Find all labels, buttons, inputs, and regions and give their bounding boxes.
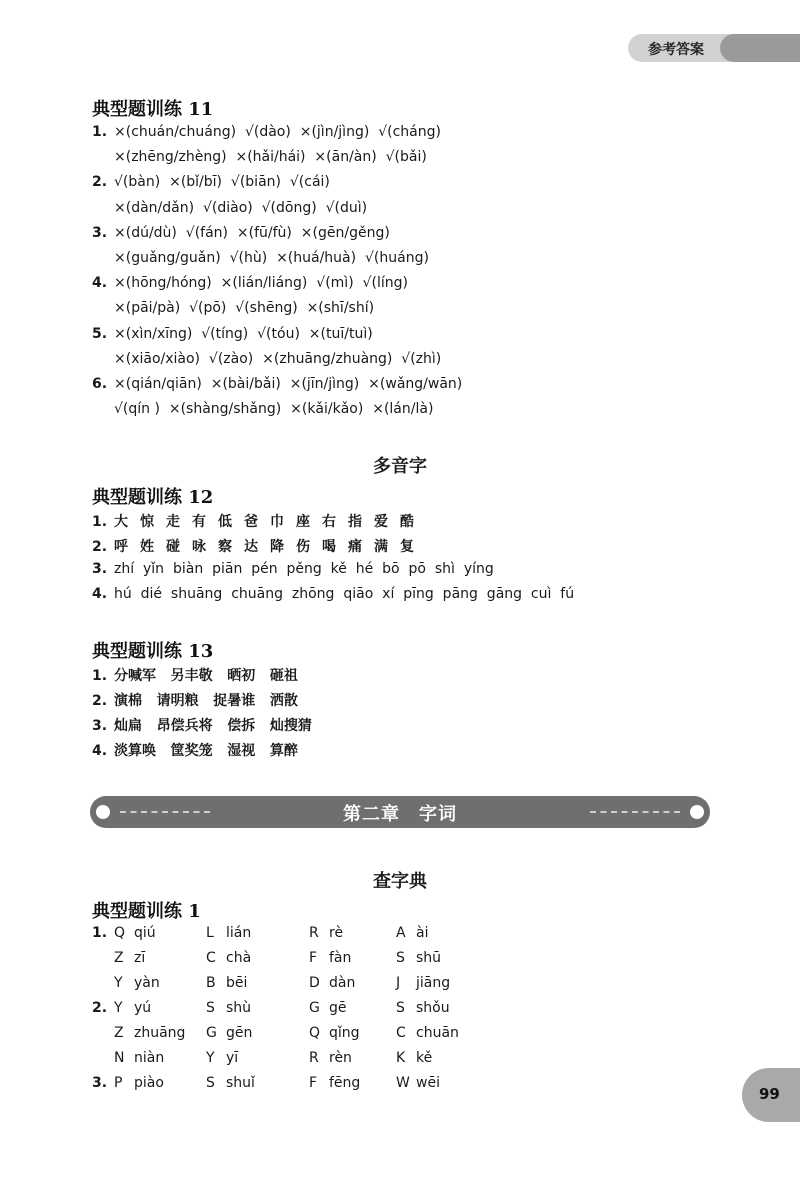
initial-letter: Q	[114, 925, 126, 941]
answer-line-11-3	[92, 174, 330, 190]
char-cell: 喝	[322, 539, 336, 555]
pinyin: chà	[226, 950, 252, 966]
answer-line-11-2	[92, 149, 427, 165]
answer-text: √(bàn) ×(bǐ/bī) √(biān) √(cái)	[114, 174, 330, 191]
page-number-tab	[742, 1068, 800, 1122]
initial-letter: P	[114, 1075, 123, 1091]
answer-line-11-5	[92, 225, 390, 241]
answer-line-12-2	[92, 536, 426, 556]
char-row-2	[114, 539, 426, 555]
answer-text: ×(xiāo/xiào) √(zào) ×(zhuāng/zhuàng) √(zhì)	[114, 350, 442, 367]
answer-line-13-4	[92, 740, 298, 760]
banner-right-dash	[590, 811, 680, 813]
answer-line-11-8	[92, 300, 374, 316]
initial-letter: Y	[114, 1000, 123, 1016]
answer-line-11-9	[92, 326, 373, 342]
char-cell: 低	[218, 514, 232, 530]
answer-text: ×(zhēng/zhèng) ×(hǎi/hái) ×(ān/àn) √(bǎi)	[114, 149, 427, 166]
initial-letter: Q	[309, 1025, 321, 1041]
char-cell: 满	[374, 539, 388, 555]
initial-letter: Y	[206, 1050, 215, 1066]
initial-letter: A	[396, 925, 406, 941]
pinyin: shuǐ	[226, 1075, 255, 1091]
initial-letter: N	[114, 1050, 125, 1066]
pinyin: qǐng	[329, 1025, 360, 1041]
answer-text: 分喊军 另丰敬 晒初 砸祖	[114, 668, 298, 684]
initial-letter: W	[396, 1075, 410, 1091]
initial-letter: Z	[114, 950, 124, 966]
pinyin: fàn	[329, 950, 352, 966]
answer-line-13-2	[92, 690, 298, 710]
pinyin: zhuāng	[134, 1025, 186, 1041]
item-number: 2.	[92, 174, 108, 191]
initial-letter: L	[206, 925, 214, 941]
banner-right-dot	[690, 805, 704, 819]
item-number: 1.	[92, 925, 108, 941]
initial-letter: C	[396, 1025, 406, 1041]
char-cell: 惊	[140, 514, 154, 530]
char-cell: 呼	[114, 539, 128, 555]
char-cell: 碰	[166, 539, 180, 555]
item-number: 3.	[92, 224, 108, 241]
pinyin: chuān	[416, 1025, 459, 1041]
char-cell: 痛	[348, 539, 362, 555]
initial-letter: D	[309, 975, 320, 991]
answer-line-11-1	[92, 124, 441, 140]
char-cell: 达	[244, 539, 258, 555]
pinyin: shù	[226, 1000, 252, 1016]
section-title-13: 典型题训练 13	[92, 641, 214, 662]
answer-line-11-7	[92, 275, 408, 291]
answer-text: ×(xìn/xīng) √(tíng) √(tóu) ×(tuī/tuì)	[114, 325, 373, 342]
answer-line-12-4	[92, 586, 574, 602]
char-cell: 姓	[140, 539, 154, 555]
pinyin-row-3: zhí yǐn biàn piān pén pěng kě hé bō pō shì yíng	[114, 561, 494, 577]
char-cell: 酷	[400, 514, 414, 530]
initial-letter: C	[206, 950, 216, 966]
char-cell: 走	[166, 514, 180, 530]
pinyin: fēng	[329, 1075, 361, 1091]
answer-line-11-4	[92, 200, 367, 216]
initial-letter: G	[309, 1000, 320, 1016]
pinyin: zī	[134, 950, 146, 966]
page-number: 99	[759, 1085, 780, 1103]
initial-letter: R	[309, 1050, 319, 1066]
item-number: 3.	[92, 718, 108, 734]
item-number: 2.	[92, 693, 108, 709]
answer-line-11-10	[92, 351, 441, 367]
char-cell: 伤	[296, 539, 310, 555]
initial-letter: B	[206, 975, 216, 991]
item-number: 1.	[92, 124, 108, 140]
answer-line-11-6	[92, 250, 429, 266]
item-number: 2.	[92, 1000, 108, 1016]
answer-line-13-1	[92, 665, 298, 685]
section-title-11: 典型题训练 11	[92, 99, 214, 120]
item-number: 3.	[92, 1075, 108, 1091]
dictionary-title: 查字典	[373, 871, 427, 892]
pinyin: yú	[134, 1000, 152, 1016]
answer-line-12-3	[92, 561, 494, 577]
pinyin: lián	[226, 925, 252, 941]
pinyin: gē	[329, 1000, 347, 1016]
char-cell: 降	[270, 539, 284, 555]
initial-letter: S	[206, 1075, 215, 1091]
pinyin: ài	[416, 925, 429, 941]
answer-text: ×(chuán/chuáng) √(dào) ×(jìn/jìng) √(cháng)	[114, 124, 441, 140]
answer-text: ×(guǎng/guǎn) √(hù) ×(huá/huà) √(huáng)	[114, 250, 429, 266]
answer-text: ×(dú/dù) √(fán) ×(fū/fù) ×(gēn/gěng)	[114, 224, 390, 241]
answer-text: 淡算唤 筐奖笼 湿视 算醉	[114, 743, 298, 759]
header-tab	[628, 34, 800, 62]
char-cell: 有	[192, 514, 206, 530]
pinyin: yī	[226, 1050, 239, 1066]
char-cell: 爸	[244, 514, 258, 530]
item-number: 3.	[92, 561, 108, 577]
answer-line-12-1	[92, 511, 426, 531]
pinyin: rè	[329, 925, 344, 941]
item-number: 4.	[92, 275, 108, 292]
item-number: 1.	[92, 668, 108, 684]
polyphone-title: 多音字	[373, 456, 427, 477]
chapter-banner	[90, 796, 710, 828]
initial-letter: Z	[114, 1025, 124, 1041]
char-cell: 巾	[270, 514, 284, 530]
answer-text: ×(hōng/hóng) ×(lián/liáng) √(mì) √(líng)	[114, 275, 408, 292]
answer-text: 灿扁 昂偿兵将 偿拆 灿搜猜	[114, 718, 312, 734]
char-row-1	[114, 514, 426, 530]
answer-text: ×(dàn/dǎn) √(diào) √(dōng) √(duì)	[114, 199, 368, 216]
item-number: 1.	[92, 514, 108, 530]
item-number: 4.	[92, 586, 108, 602]
char-cell: 大	[114, 514, 128, 530]
char-cell: 右	[322, 514, 336, 530]
item-number: 2.	[92, 539, 108, 555]
pinyin: wēi	[416, 1075, 440, 1091]
pinyin: gēn	[226, 1025, 253, 1041]
char-cell: 复	[400, 539, 414, 555]
answer-line-11-11	[92, 376, 462, 392]
item-number: 6.	[92, 376, 108, 392]
pinyin: piào	[134, 1075, 164, 1091]
initial-letter: S	[396, 1000, 405, 1016]
char-cell: 察	[218, 539, 232, 555]
item-number: 4.	[92, 743, 108, 759]
answer-text: 演棉 请明粮 捉暑谁 洒散	[114, 693, 298, 709]
initial-letter: S	[396, 950, 405, 966]
pinyin: qiú	[134, 925, 156, 941]
answer-text: √(qín ) ×(shàng/shǎng) ×(kǎi/kǎo) ×(lán/là)	[114, 401, 434, 418]
initial-letter: J	[396, 975, 401, 991]
initial-letter: R	[309, 925, 319, 941]
section-title-12: 典型题训练 12	[92, 487, 214, 508]
pinyin: jiāng	[416, 975, 451, 991]
answer-text: ×(pāi/pà) √(pō) √(shēng) ×(shī/shí)	[114, 300, 375, 317]
initial-letter: S	[206, 1000, 215, 1016]
header-tab-label: 参考答案	[648, 42, 704, 58]
answer-text: ×(qián/qiān) ×(bài/bǎi) ×(jīn/jìng) ×(wǎng/wān)	[114, 376, 463, 392]
initial-letter: K	[396, 1050, 406, 1066]
pinyin: shǒu	[416, 1000, 450, 1016]
section-title-1: 典型题训练 1	[92, 901, 201, 922]
chapter-title: 第二章 字词	[343, 804, 457, 825]
initial-letter: F	[309, 1075, 318, 1091]
char-cell: 爱	[374, 514, 388, 530]
answer-line-11-12	[92, 401, 433, 417]
pinyin: rèn	[329, 1050, 352, 1066]
initial-letter: G	[206, 1025, 217, 1041]
pinyin: kě	[416, 1050, 433, 1066]
pinyin: yàn	[134, 975, 160, 991]
item-number: 5.	[92, 325, 108, 342]
pinyin: dàn	[329, 975, 356, 991]
initial-letter: Y	[114, 975, 123, 991]
pinyin: shū	[416, 950, 442, 966]
pinyin-row-4: hú dié shuāng chuāng zhōng qiāo xí pīng pāng gāng cuì fú	[114, 586, 575, 602]
pinyin: bēi	[226, 975, 248, 991]
pinyin: niàn	[134, 1050, 165, 1066]
initial-letter: F	[309, 950, 318, 966]
char-cell: 指	[348, 514, 362, 530]
answer-line-13-3	[92, 715, 312, 735]
char-cell: 座	[296, 514, 310, 530]
char-cell: 咏	[192, 539, 206, 555]
